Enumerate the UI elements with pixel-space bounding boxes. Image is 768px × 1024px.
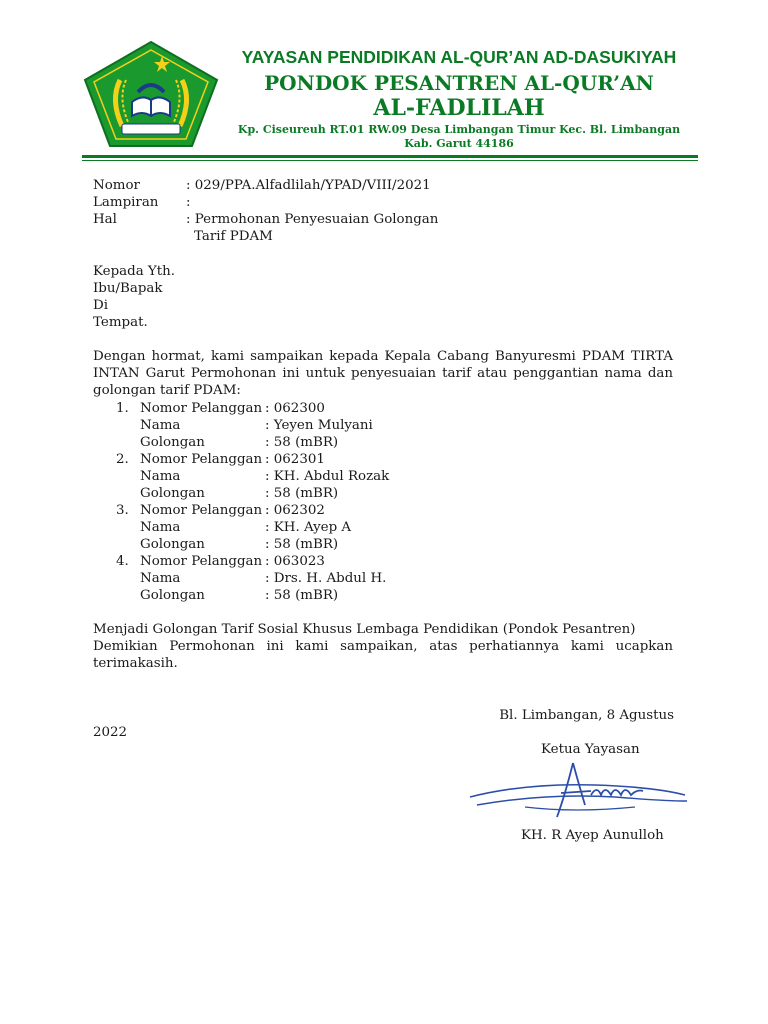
recipient-line: Kepada Yth.	[93, 264, 176, 279]
nomor-label: Nomor	[93, 178, 140, 193]
label-nama: Nama	[140, 469, 181, 484]
school-logo-icon	[82, 40, 220, 148]
school-name: PONDOK PESANTREN AL-QUR’AN	[264, 71, 654, 95]
address	[220, 123, 698, 151]
label-golongan: Golongan	[140, 435, 205, 450]
value-nomor: : 062301	[265, 452, 325, 467]
value-nama: : Drs. H. Abdul H.	[265, 571, 387, 586]
place-date: Bl. Limbangan, 8 Agustus	[499, 708, 674, 723]
closing-statement: Menjadi Golongan Tarif Sosial Khusus Lembaga Pendidikan (Pondok Pesantren)	[93, 622, 636, 637]
institution-name: AL-FADLILAH	[373, 95, 545, 121]
value-golongan: : 58 (mBR)	[265, 435, 339, 450]
value-nama: : Yeyen Mulyani	[265, 418, 373, 433]
label-nama: Nama	[140, 571, 181, 586]
value-nomor: : 062302	[265, 503, 325, 518]
address-line-1: Kp. Ciseureuh RT.01 RW.09 Desa Limbangan Timur Kec. Bl. Limbangan	[237, 123, 681, 136]
list-number: 1.	[116, 401, 129, 416]
label-golongan: Golongan	[140, 537, 205, 552]
list-number: 3.	[116, 503, 129, 518]
letterhead	[0, 0, 768, 160]
date-year: 2022	[93, 725, 128, 740]
header-rule-thick	[82, 155, 698, 158]
value-golongan: : 58 (mBR)	[265, 486, 339, 501]
label-nama: Nama	[140, 520, 181, 535]
list-number: 4.	[116, 554, 129, 569]
value-nama: : KH. Ayep A	[265, 520, 352, 535]
header-rule-thin	[82, 160, 698, 161]
lampiran-value: :	[186, 195, 191, 210]
value-nomor: : 063023	[265, 554, 325, 569]
hal-label: Hal	[93, 212, 117, 227]
label-nomor: Nomor Pelanggan	[140, 503, 263, 518]
list-number: 2.	[116, 452, 129, 467]
label-nama: Nama	[140, 418, 181, 433]
hal-value-cont: Tarif PDAM	[194, 229, 273, 244]
signatory-title: Ketua Yayasan	[541, 742, 640, 757]
label-nomor: Nomor Pelanggan	[140, 452, 263, 467]
recipient-line: Tempat.	[93, 315, 148, 330]
address-line-2: Kab. Garut 44186	[404, 137, 514, 150]
foundation-name: YAYASAN PENDIDIKAN AL-QUR’AN AD-DASUKIYAH	[241, 47, 677, 67]
value-golongan: : 58 (mBR)	[265, 588, 339, 603]
value-nomor: : 062300	[265, 401, 325, 416]
value-golongan: : 58 (mBR)	[265, 537, 339, 552]
nomor-value: : 029/PPA.Alfadlilah/YPAD/VIII/2021	[186, 178, 431, 193]
label-nomor: Nomor Pelanggan	[140, 554, 263, 569]
handwritten-signature-icon	[465, 755, 690, 825]
recipient-line: Ibu/Bapak	[93, 281, 163, 296]
label-golongan: Golongan	[140, 588, 205, 603]
hal-value: : Permohonan Penyesuaian Golongan	[186, 212, 439, 227]
closing-paragraph: Demikian Permohonan ini kami sampaikan, atas perhatiannya kami ucapkan terimakasih.	[93, 639, 673, 671]
recipient-line: Di	[93, 298, 109, 313]
signatory-name: KH. R Ayep Aunulloh	[521, 828, 664, 843]
value-nama: : KH. Abdul Rozak	[265, 469, 390, 484]
label-golongan: Golongan	[140, 486, 205, 501]
opening-paragraph: Dengan hormat, kami sampaikan kepada Kepala Cabang Banyuresmi PDAM TIRTA INTAN Garut Permohonan ini untuk penyesuaian tarif atau penggantian nama dan golongan tarif PDAM:	[93, 349, 673, 398]
lampiran-label: Lampiran	[93, 195, 159, 210]
label-nomor: Nomor Pelanggan	[140, 401, 263, 416]
